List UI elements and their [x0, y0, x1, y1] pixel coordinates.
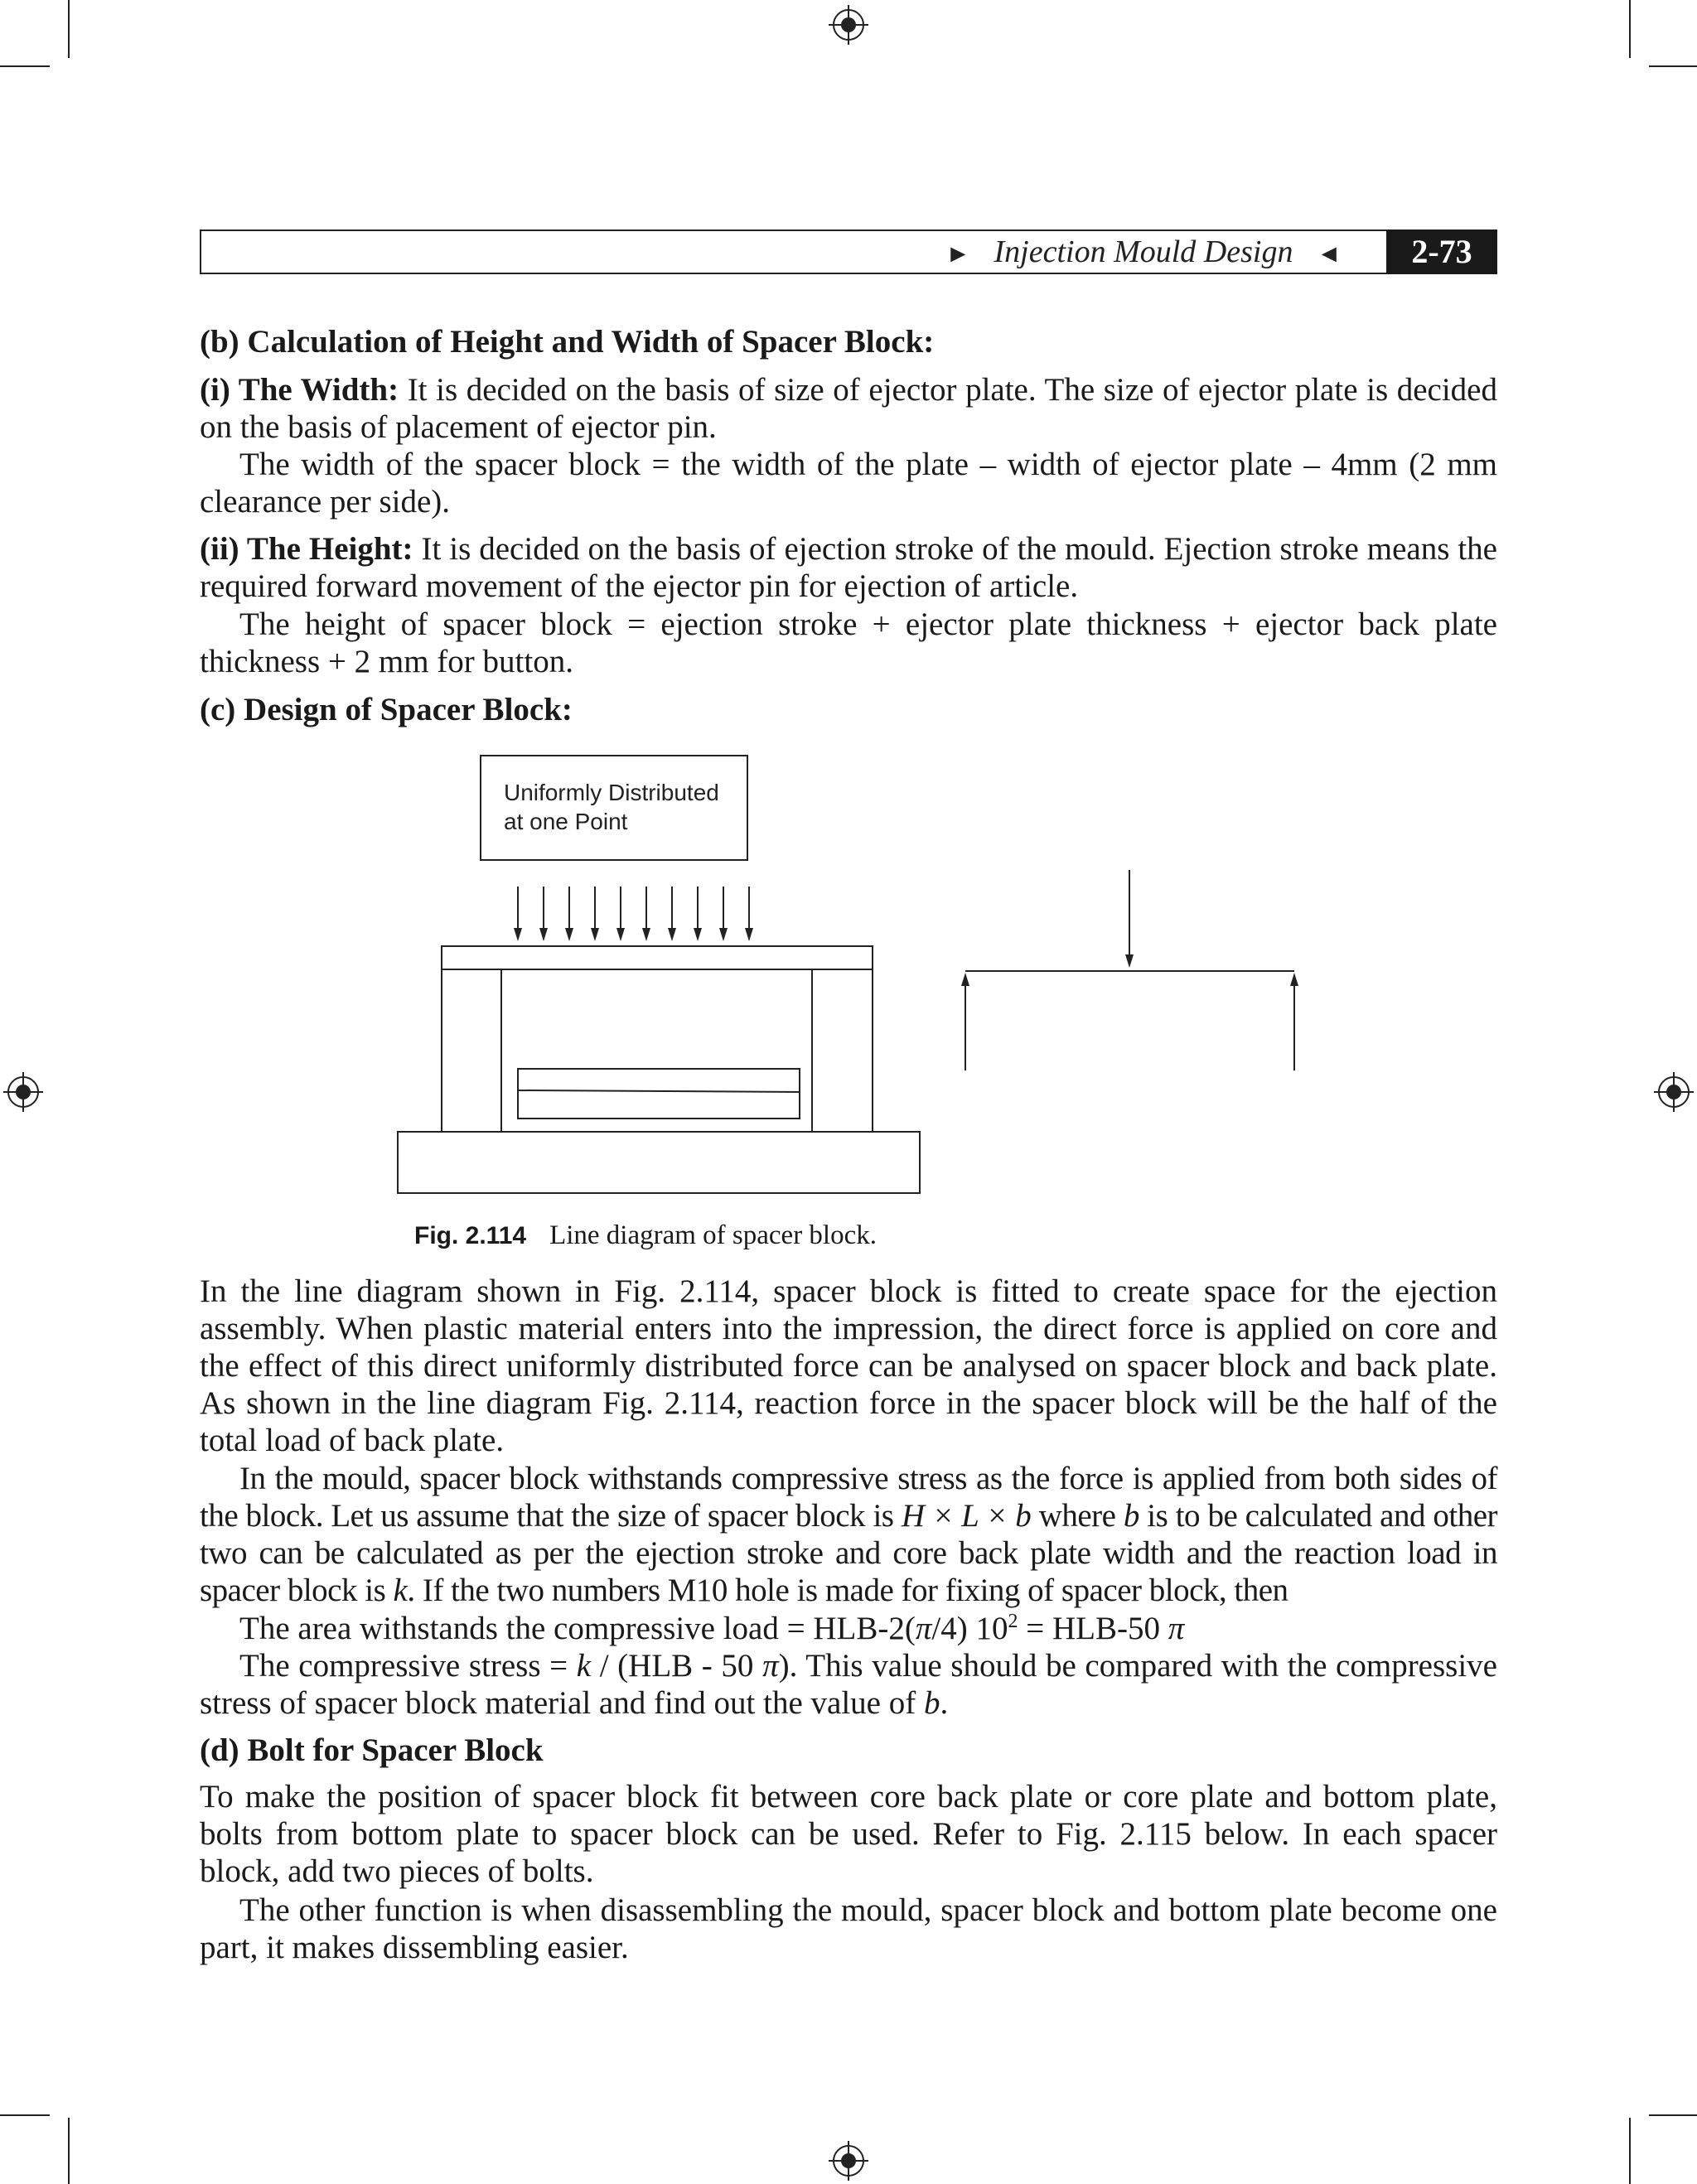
width-formula: The width of the spacer block = the width of the plate – width of ejector plate – 4mm (2 mm clearance per side).	[200, 447, 1497, 519]
crop-mark-top-right-v	[1629, 0, 1631, 58]
registration-mark-top-icon	[827, 3, 870, 46]
height-formula: The height of spacer block = ejection stroke + ejector plate thickness + ejector back plate thickness + 2 mm for button.	[200, 606, 1497, 679]
para2-text-a: In the mould, spacer block withstands compressive stress as the force is applied from both sides of the block. Let us assume that the size of spacer block is	[200, 1461, 1497, 1534]
stress-text-d: .	[940, 1685, 949, 1721]
figure-number: Fig. 2.114	[414, 1222, 527, 1249]
ejector-plate	[518, 1069, 800, 1119]
height-text: It is decided on the basis of ejection stroke of the mould. Ejection stroke means the required forward movement of the ejector pin for ejection of article.	[200, 531, 1497, 604]
paragraph-line-diagram: In the line diagram shown in Fig. 2.114, spacer block is fitted to create space for the ejection assembly. When plastic material enters into the impression, the direct force is applied on core and the effect of this direct uniformly distributed force can be analysed on spacer block and back plate. As shown in the line diagram Fig. 2.114, reaction force in the spacer block will be the half of the total load of back plate.	[200, 1273, 1497, 1458]
area-pi: π	[915, 1611, 932, 1646]
section-b-heading: (b) Calculation of Height and Width of Spacer Block:	[200, 324, 935, 360]
height-paragraph	[200, 530, 1497, 605]
para2-text-c: is to be calculated and other two can be calculated as per the ejection stroke and core back plate width and the reaction load in spacer block is	[200, 1498, 1497, 1608]
spacer-block-line-diagram	[389, 746, 1351, 1201]
figure-caption-text: Line diagram of spacer block.	[549, 1220, 877, 1250]
para2-dimensions: H × L × b	[901, 1498, 1032, 1534]
registration-mark-left-icon	[2, 1070, 45, 1114]
section-d-heading: (d) Bolt for Spacer Block	[200, 1732, 544, 1768]
crop-mark-bottom-right-v	[1629, 2118, 1631, 2184]
page-number: 2-73	[1386, 230, 1497, 274]
header-left-arrow-icon: ◄	[1316, 240, 1342, 268]
load-label-line1: Uniformly Distributed	[504, 780, 719, 805]
para2-text-b: where	[1031, 1498, 1124, 1534]
registration-mark-bottom-icon	[827, 2139, 870, 2182]
header-right-arrow-icon: ►	[945, 240, 971, 268]
stress-text-b: / (HLB - 50	[591, 1648, 763, 1684]
figure-caption	[414, 1218, 1326, 1254]
crop-mark-top-left-v	[68, 0, 70, 58]
para2-text-d: . If the two numbers M10 hole is made for fixing of spacer block, then	[407, 1573, 1288, 1608]
load-label-line2: at one Point	[504, 809, 628, 834]
stress-formula	[200, 1647, 1497, 1722]
para2-var-b: b	[1123, 1498, 1139, 1534]
crop-mark-top-left-h	[0, 65, 50, 67]
crop-mark-bottom-left-v	[68, 2118, 70, 2184]
area-text-a: The area withstands the compressive load = HLB-2(	[239, 1611, 916, 1646]
udl-arrows	[518, 887, 749, 936]
para2-var-k: k	[393, 1573, 408, 1608]
crop-mark-top-right-h	[1649, 65, 1697, 67]
load-label-box	[481, 756, 747, 860]
area-text-c: = HLB-50	[1018, 1611, 1168, 1646]
area-exponent: 2	[1008, 1611, 1018, 1632]
crop-mark-bottom-right-h	[1649, 2114, 1697, 2116]
area-pi-2: π	[1168, 1611, 1185, 1646]
area-formula	[200, 1610, 1497, 1647]
paragraph-bolt-position: To make the position of spacer block fit between core back plate or core plate and bottom plate, bolts from bottom plate to spacer block can be used. Refer to Fig. 2.115 below. In each spacer block, add two pieces of bolts.	[200, 1779, 1497, 1889]
spacer-block-left	[442, 969, 501, 1132]
section-c-heading: (c) Design of Spacer Block:	[200, 692, 573, 727]
stress-var-b: b	[923, 1685, 940, 1721]
bottom-plate	[398, 1132, 920, 1193]
crop-mark-bottom-left-h	[0, 2114, 50, 2116]
stress-text-a: The compressive stress =	[239, 1648, 577, 1684]
width-label: (i) The Width:	[200, 372, 399, 408]
width-paragraph	[200, 371, 1497, 446]
stress-var-k: k	[576, 1648, 592, 1684]
spacer-block-right	[812, 969, 873, 1132]
width-text: It is decided on the basis of size of ejector plate. The size of ejector plate is decided on the basis of placement of ejector pin.	[200, 372, 1497, 445]
paragraph-bolt-function: The other function is when disassembling the mould, spacer block and bottom plate become one part, it makes dissembling easier.	[200, 1892, 1497, 1965]
paragraph-compressive-stress	[200, 1460, 1497, 1609]
stress-pi: π	[762, 1648, 779, 1684]
height-label: (ii) The Height:	[200, 531, 413, 567]
area-text-b: /4) 10	[931, 1611, 1008, 1646]
header-title-text: Injection Mould Design	[994, 234, 1293, 269]
core-back-plate	[442, 946, 873, 969]
running-header-title	[903, 231, 1384, 273]
registration-mark-right-icon	[1652, 1070, 1695, 1114]
stress-text-c: ). This value should be compared with the compressive stress of spacer block material and find out the value of	[200, 1648, 1497, 1721]
